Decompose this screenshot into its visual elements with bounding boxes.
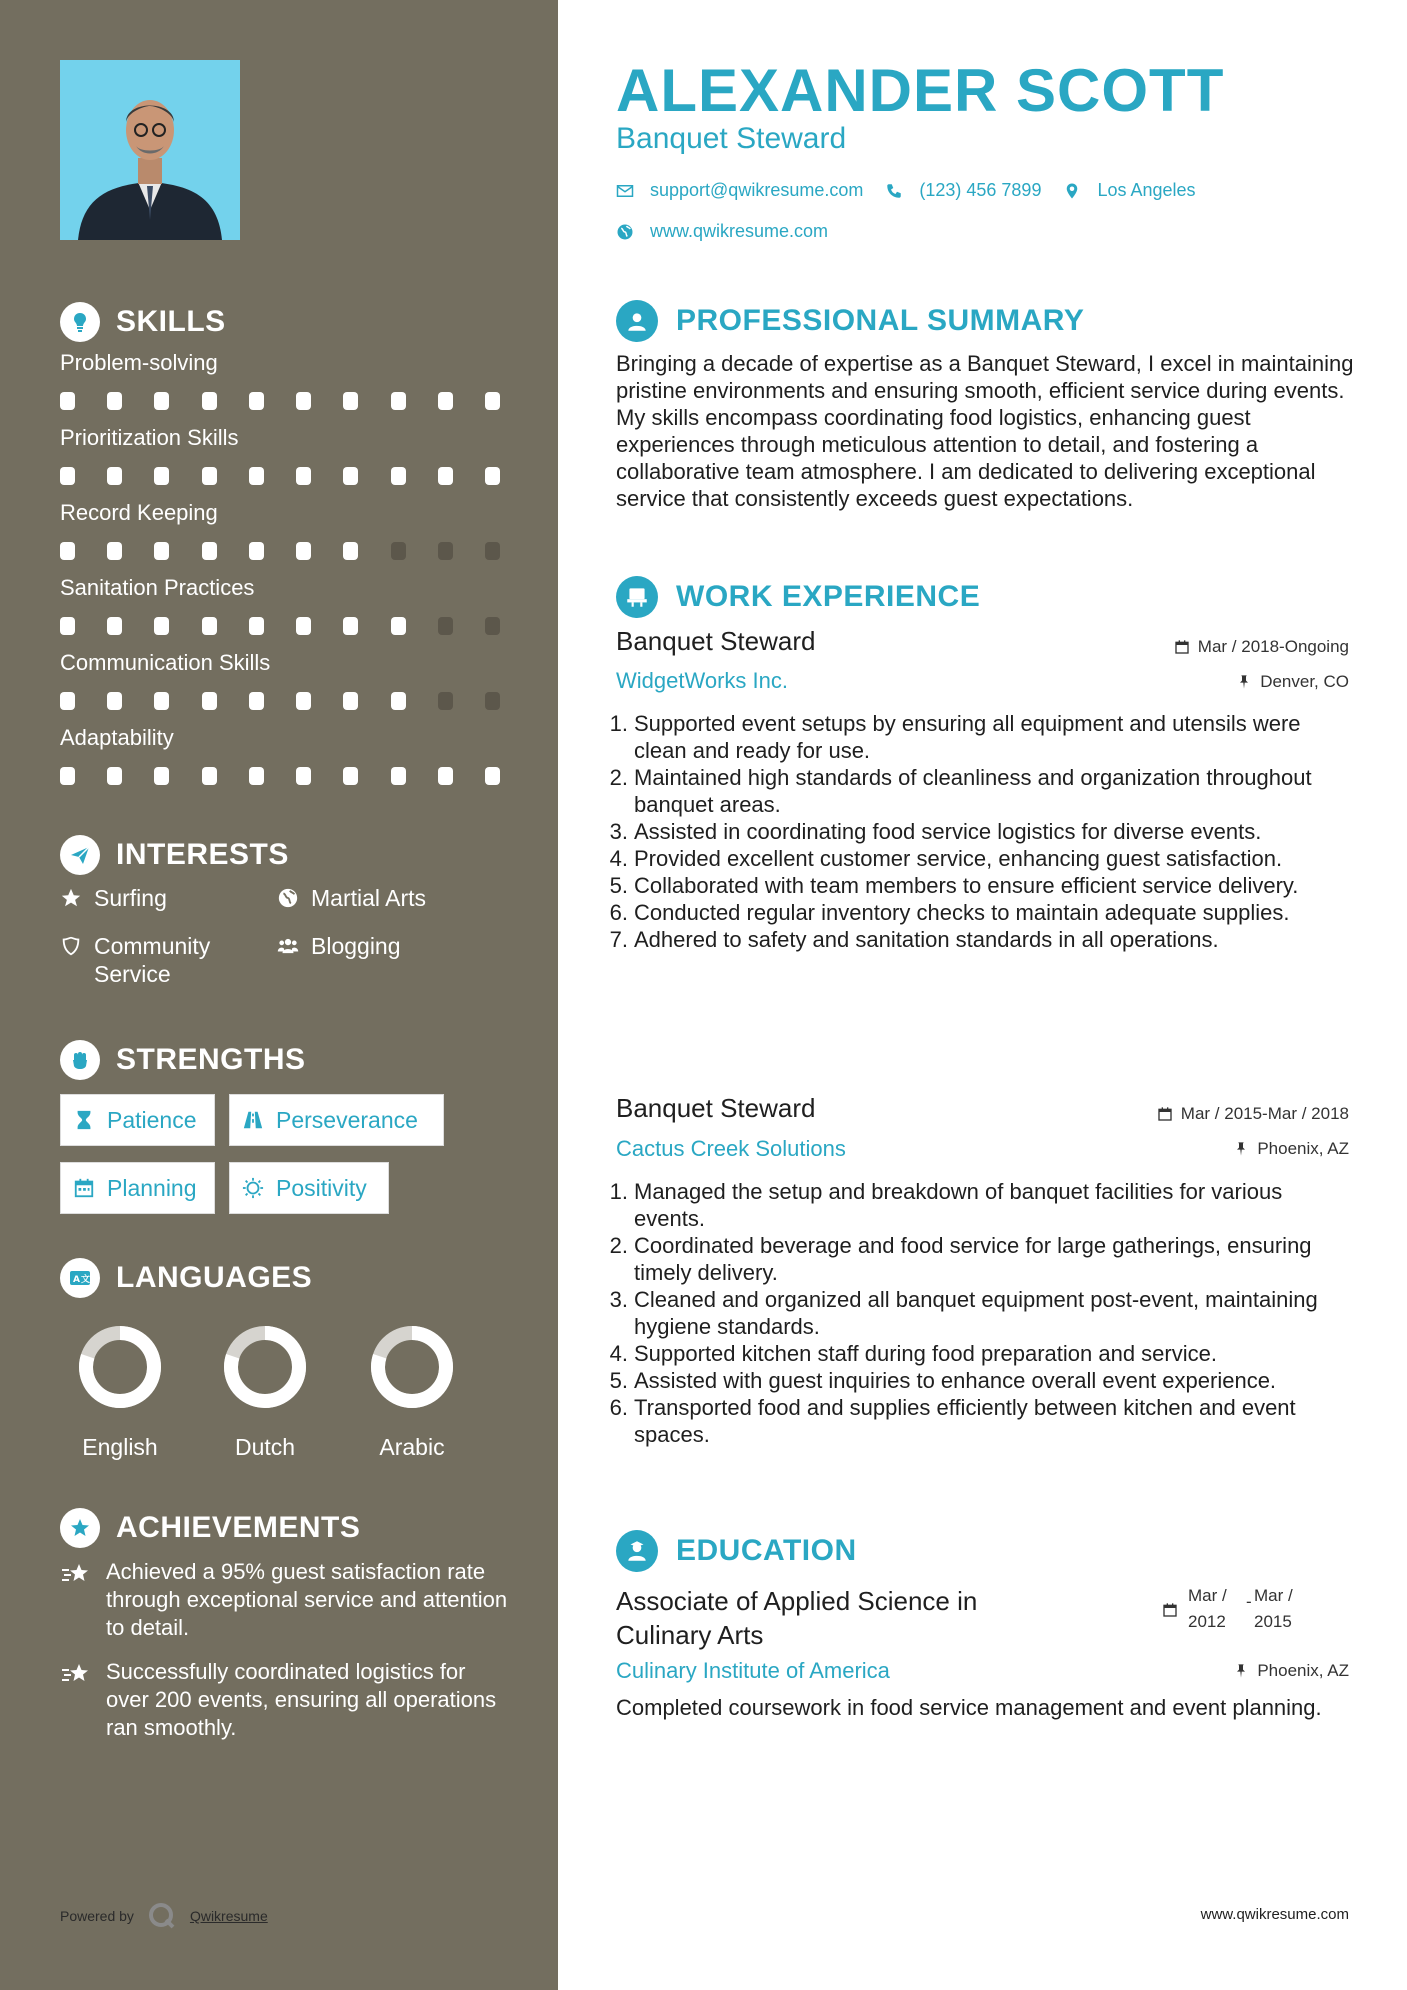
skill-rating-dot [391,767,406,785]
job-location [1236,672,1349,692]
skill-rating-dot [249,467,264,485]
svg-text:A: A [73,1275,81,1285]
language-name: Dutch [234,1434,296,1460]
skill-rating-dot [343,617,358,635]
education-heading [616,1530,857,1572]
duty-number: 2. [609,765,628,790]
duty-text: Supported kitchen staff during food preparation and service. [634,1341,1217,1366]
skill-rating-dot [107,692,122,710]
job-company: Cactus Creek Solutions [616,1136,846,1161]
language-item [60,1322,180,1461]
duty-number: 7. [609,927,628,952]
achievement-item [60,1558,510,1642]
duty-text: Collaborated with team members to ensure efficient service delivery. [634,873,1299,898]
skill-item [60,350,500,410]
users-icon [277,932,299,960]
skill-rating-dot [202,392,217,410]
skill-rating-dot [485,542,500,560]
experience-heading [616,576,980,618]
briefcase-icon [616,576,658,618]
duty-item [609,1178,1356,1232]
calendar-icon [1157,1106,1173,1122]
email-link[interactable]: support@qwikresume.com [650,180,864,200]
skill-rating-dot [485,392,500,410]
education-title: EDUCATION [676,1534,857,1567]
skill-rating-dot [60,392,75,410]
strength-badge [229,1162,389,1214]
language-item [352,1322,472,1461]
skills-heading [60,302,226,342]
skill-rating-dot [107,767,122,785]
person-portrait [60,60,240,240]
skill-item [60,500,500,560]
skill-rating-dot [343,467,358,485]
skill-name: Prioritization Skills [60,425,239,450]
skill-rating-dot [249,692,264,710]
skill-rating-dot [438,617,453,635]
skill-rating-dot [343,542,358,560]
duty-number: 3. [609,819,628,844]
education-dates [1162,1586,1352,1642]
skill-rating-dot [154,767,169,785]
education-description: Completed coursework in food service management and event planning. [616,1695,1322,1720]
skill-rating-dot [343,392,358,410]
envelope-icon [616,182,634,200]
skill-rating-dot [343,767,358,785]
skill-rating-dot [249,767,264,785]
map-pin-icon [1063,182,1081,200]
pushpin-icon [1236,674,1252,690]
achievement-item [60,1658,510,1742]
language-proficiency-ring [75,1322,165,1412]
duty-text: Managed the setup and breakdown of banquet facilities for various events. [634,1179,1283,1231]
duty-number: 4. [609,1341,628,1366]
shield-icon [60,932,82,960]
road-icon [242,1109,264,1131]
student-icon [616,1530,658,1572]
duty-item [609,818,1356,845]
job-location [1233,1139,1349,1159]
profile-photo [60,60,240,240]
job-dates [1157,1104,1349,1124]
skill-rating-dot [107,467,122,485]
achievements-title: ACHIEVEMENTS [116,1511,361,1544]
job-dates [1174,637,1349,657]
skill-rating-dot [60,617,75,635]
duty-number: 1. [609,1179,628,1204]
skill-rating-dot [391,617,406,635]
skill-rating-dot [485,467,500,485]
skill-rating-dot [438,392,453,410]
skill-rating [60,692,500,710]
strengths-title: STRENGTHS [116,1043,306,1076]
achievement-text: Successfully coordinated logistics for over 200 events, ensuring all operations ran smoothly. [106,1659,497,1740]
calendar-icon [1162,1602,1178,1618]
language-name: English [82,1434,158,1460]
education-location-text: Phoenix, AZ [1257,1661,1349,1680]
duty-item [609,1394,1356,1448]
strength-badge [60,1094,215,1146]
job-dates-text: Mar / 2015-Mar / 2018 [1180,1104,1349,1123]
skill-rating-dot [60,542,75,560]
calendar-icon [73,1177,95,1199]
skill-rating-dot [391,392,406,410]
skill-rating-dot [154,692,169,710]
globe-icon [277,884,299,912]
skill-rating [60,542,500,560]
qwikresume-link[interactable]: Qwikresume [189,1908,268,1924]
award-star-icon [60,1508,100,1548]
skill-rating-dot [438,542,453,560]
strength-badge [60,1162,215,1214]
summary-text: Bringing a decade of expertise as a Banquet Steward, I excel in maintaining pristine environments and ensuring smooth, efficient service during events. My skills encompass coordinating food logistics, enhancing guest experiences through meticulous attention to detail, and fostering a collaborative team atmosphere. I am dedicated to delivering exceptional service that consistently exceeds guest expectations. [616,351,1354,511]
language-proficiency-ring [220,1322,310,1412]
duty-text: Coordinated beverage and food service for large gatherings, ensuring timely delivery. [634,1233,1312,1285]
interest-label: Blogging [311,933,401,959]
skill-rating-dot [107,392,122,410]
job-company: WidgetWorks Inc. [616,668,788,693]
location-text: Los Angeles [1097,180,1196,200]
website-row [616,221,828,242]
duty-item [609,1340,1356,1367]
education-start-year: 2012 [1188,1612,1226,1631]
skill-rating-dot [391,542,406,560]
strengths-heading [60,1040,306,1080]
languages-title: LANGUAGES [116,1261,313,1294]
skill-item [60,425,500,485]
skill-rating-dot [296,767,311,785]
duty-item [609,1232,1356,1286]
duty-text: Adhered to safety and sanitation standards in all operations. [634,927,1219,952]
skill-rating-dot [438,467,453,485]
skill-rating-dot [485,617,500,635]
skill-rating-dot [296,392,311,410]
skill-rating-dot [296,467,311,485]
achievement-text: Achieved a 95% guest satisfaction rate through exceptional service and attention to detail. [106,1559,508,1640]
phone-icon [885,182,903,200]
job-duties-list [609,710,1356,953]
duty-item [609,926,1356,953]
duty-item [609,710,1356,764]
skill-name: Sanitation Practices [60,575,255,600]
duty-text: Cleaned and organized all banquet equipment post-event, maintaining hygiene standards. [634,1287,1318,1339]
duty-item [609,764,1356,818]
powered-by-label: Powered by [60,1908,134,1924]
job-location-text: Denver, CO [1260,672,1349,691]
skill-rating [60,467,500,485]
duty-number: 2. [609,1233,628,1258]
summary-heading [616,300,1084,342]
skill-item [60,725,500,785]
duty-number: 5. [609,873,628,898]
skill-rating-dot [391,692,406,710]
skill-rating [60,767,500,785]
education-end-month: Mar / [1254,1586,1293,1605]
experience-title: WORK EXPERIENCE [676,580,981,613]
duty-text: Assisted in coordinating food service logistics for diverse events. [634,819,1262,844]
skill-item [60,650,500,710]
duty-item [609,1367,1356,1394]
school-name: Culinary Institute of America [616,1658,890,1683]
skill-rating-dot [296,692,311,710]
strength-label: Perseverance [276,1106,418,1133]
skill-item [60,575,500,635]
duty-number: 4. [609,846,628,871]
languages-heading [60,1258,312,1298]
summary-title: PROFESSIONAL SUMMARY [676,304,1085,337]
duty-number: 6. [609,900,628,925]
duty-number: 1. [609,711,628,736]
achievements-heading [60,1508,360,1548]
skill-rating-dot [296,617,311,635]
skill-rating-dot [249,617,264,635]
skill-rating-dot [154,617,169,635]
candidate-title: Banquet Steward [616,122,847,155]
degree-line-1: Associate of Applied Science in [616,1586,978,1616]
skill-rating-dot [154,542,169,560]
star-icon [60,884,82,912]
job-duties-list [609,1178,1356,1448]
skill-rating-dot [485,767,500,785]
strength-label: Patience [107,1106,197,1133]
pushpin-icon [1233,1141,1249,1157]
duty-text: Maintained high standards of cleanliness and organization throughout banquet areas. [634,765,1312,817]
degree-title [616,1584,977,1652]
duty-number: 3. [609,1287,628,1312]
calendar-icon [1174,639,1190,655]
language-proficiency-ring [367,1322,457,1412]
job-location-text: Phoenix, AZ [1257,1139,1349,1158]
education-start-month: Mar / [1188,1586,1227,1605]
interest-item [277,932,401,960]
strength-label: Planning [107,1174,197,1201]
skill-rating-dot [202,542,217,560]
skill-rating-dot [107,617,122,635]
svg-text:文: 文 [81,1275,91,1285]
language-name: Arabic [379,1434,445,1460]
interest-label: Surfing [94,885,167,911]
skill-rating-dot [438,767,453,785]
duty-number: 6. [609,1395,628,1420]
skills-title: SKILLS [116,305,226,338]
duty-number: 5. [609,1368,628,1393]
skill-rating-dot [438,692,453,710]
skill-rating-dot [154,467,169,485]
paper-plane-icon [60,835,100,875]
skill-rating-dot [60,692,75,710]
website-link[interactable]: www.qwikresume.com [650,221,829,241]
education-end-year: 2015 [1254,1612,1292,1631]
sidebar [0,0,558,1990]
skill-rating-dot [107,542,122,560]
skill-name: Problem-solving [60,350,218,375]
skill-name: Adaptability [60,725,174,750]
strength-label: Positivity [276,1174,367,1201]
footer-website[interactable]: www.qwikresume.com [1200,1906,1349,1923]
interest-label: Martial Arts [311,885,427,911]
job-title: Banquet Steward [616,626,816,656]
interest-item [277,884,426,912]
duty-text: Assisted with guest inquiries to enhance overall event experience. [634,1368,1277,1393]
education-date-separator: - [1246,1592,1252,1611]
contact-row [616,180,1196,201]
skill-rating-dot [60,467,75,485]
duty-item [609,845,1356,872]
duty-text: Provided excellent customer service, enhancing guest satisfaction. [634,846,1283,871]
interests-title: INTERESTS [116,838,289,871]
candidate-name: ALEXANDER SCOTT [616,57,1225,124]
duty-text: Transported food and supplies efficiently between kitchen and event spaces. [634,1395,1296,1447]
fist-icon [60,1040,100,1080]
skill-rating-dot [154,392,169,410]
skill-rating-dot [485,692,500,710]
globe-icon [616,223,634,241]
language-icon [60,1258,100,1298]
skill-rating-dot [249,542,264,560]
skill-rating-dot [249,392,264,410]
job-dates-text: Mar / 2018-Ongoing [1197,637,1349,656]
skill-rating [60,392,500,410]
skill-rating-dot [391,467,406,485]
duty-item [609,1286,1356,1340]
skill-rating-dot [202,692,217,710]
shooting-star-icon [60,1658,92,1742]
skill-rating-dot [202,767,217,785]
duty-text: Supported event setups by ensuring all equipment and utensils were clean and ready for use. [634,711,1301,763]
interest-item [60,884,167,912]
education-location [1233,1661,1349,1681]
interest-item [60,932,244,988]
user-icon [616,300,658,342]
powered-by [60,1902,268,1930]
interest-label: Community Service [94,933,211,987]
sun-icon [242,1177,264,1199]
duty-item [609,872,1356,899]
skill-rating [60,617,500,635]
pushpin-icon [1233,1663,1249,1679]
lightbulb-icon [60,302,100,342]
hourglass-icon [73,1109,95,1131]
skill-rating-dot [296,542,311,560]
job-title: Banquet Steward [616,1093,816,1123]
interests-heading [60,835,289,875]
skill-name: Record Keeping [60,500,218,525]
skill-rating-dot [202,617,217,635]
skill-rating-dot [60,767,75,785]
degree-line-2: Culinary Arts [616,1620,764,1650]
qwikresume-logo-icon [148,1902,176,1930]
duty-text: Conducted regular inventory checks to maintain adequate supplies. [634,900,1290,925]
skill-rating-dot [343,692,358,710]
shooting-star-icon [60,1558,92,1642]
skill-rating-dot [202,467,217,485]
phone-text: (123) 456 7899 [919,180,1042,200]
duty-item [609,899,1356,926]
skill-name: Communication Skills [60,650,271,675]
main-content [558,0,1407,1990]
strength-badge [229,1094,444,1146]
language-item [205,1322,325,1461]
